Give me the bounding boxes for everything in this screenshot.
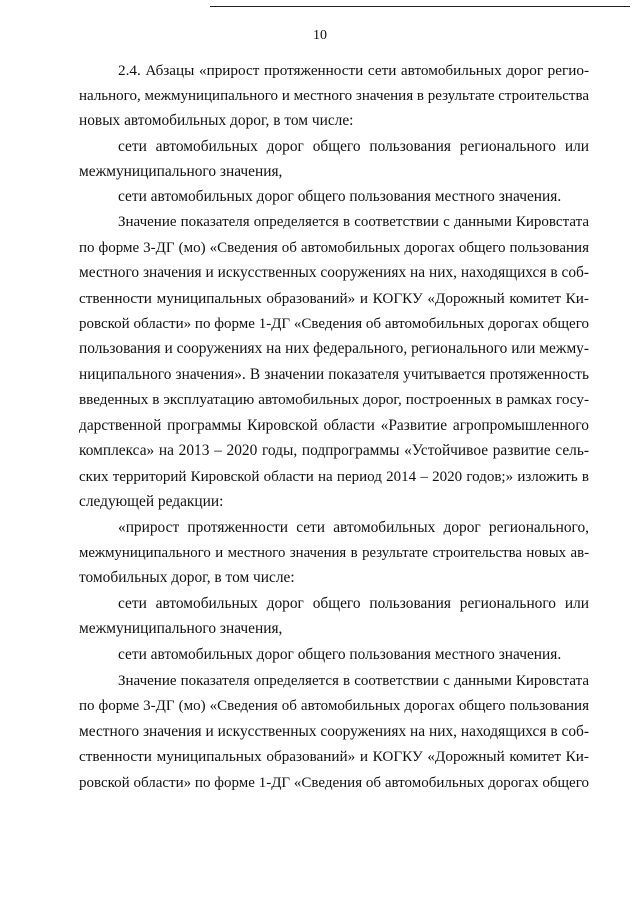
text-line: новых автомобильных дорог, в том числе: — [79, 112, 354, 129]
text-line: межмуниципального значения, — [79, 620, 283, 637]
text-line: дарственной программы Кировской области «Развитие агропромышленного — [79, 417, 589, 434]
text-line: ственности муниципальных образований» и КОГКУ «Дорожный комитет Ки- — [79, 290, 589, 307]
text-line: ровской области» по форме 1-ДГ «Сведения об автомобильных дорогах общего — [79, 316, 589, 332]
text-line: сети автомобильных дорог общего пользования местного значения. — [118, 188, 562, 205]
text-line: ровской области» по форме 1-ДГ «Сведения об автомобильных дорогах общего — [79, 775, 589, 791]
text-line: ственности муниципальных образований» и КОГКУ «Дорожный комитет Ки- — [79, 748, 589, 765]
text-line: сети автомобильных дорог общего пользования местного значения. — [118, 646, 562, 663]
text-line: по форме 3-ДГ (мо) «Сведения об автомобильных дорогах общего пользования — [79, 240, 589, 256]
text-line: по форме 3-ДГ (мо) «Сведения об автомобильных дорогах общего пользования — [79, 698, 589, 714]
text-line: пользования и сооружениях на них федерального, регионального или межму- — [79, 340, 589, 357]
text-line: Значение показателя определяется в соответствии с данными Кировстата — [118, 214, 589, 230]
text-line: Значение показателя определяется в соответствии с данными Кировстата — [118, 673, 589, 689]
text-line: ских территорий Кировской области на период 2014 – 2020 годов;» изложить в — [79, 469, 589, 485]
text-line: нального, межмуниципального и местного значения в результате строительства — [79, 88, 589, 104]
page-number: 10 — [313, 28, 327, 43]
text-line: введенных в эксплуатацию автомобильных дорог, построенных в рамках госу- — [79, 391, 589, 408]
text-line: местного значения и искусственных сооружениях на них, находящихся в соб- — [79, 264, 589, 281]
text-line: межмуниципального и местного значения в результате строительства новых ав- — [79, 545, 589, 561]
text-line: комплекса» на 2013 – 2020 годы, подпрограммы «Устойчивое развитие сель- — [79, 442, 589, 459]
text-line: томобильных дорог, в том числе: — [79, 569, 295, 586]
text-line: ниципального значения». В значении показателя учитывается протяженность — [79, 366, 589, 383]
text-line: местного значения и искусственных сооружениях на них, находящихся в соб- — [79, 723, 589, 740]
text-line: сети автомобильных дорог общего пользования регионального или — [118, 595, 589, 612]
text-line: «прирост протяженности сети автомобильных дорог регионального, — [118, 519, 589, 536]
text-line: следующей редакции: — [79, 493, 224, 510]
text-line: межмуниципального значения, — [79, 163, 283, 180]
text-line: сети автомобильных дорог общего пользования регионального или — [118, 138, 589, 155]
text-line: 2.4. Абзацы «прирост протяженности сети автомобильных дорог регио- — [118, 62, 589, 79]
